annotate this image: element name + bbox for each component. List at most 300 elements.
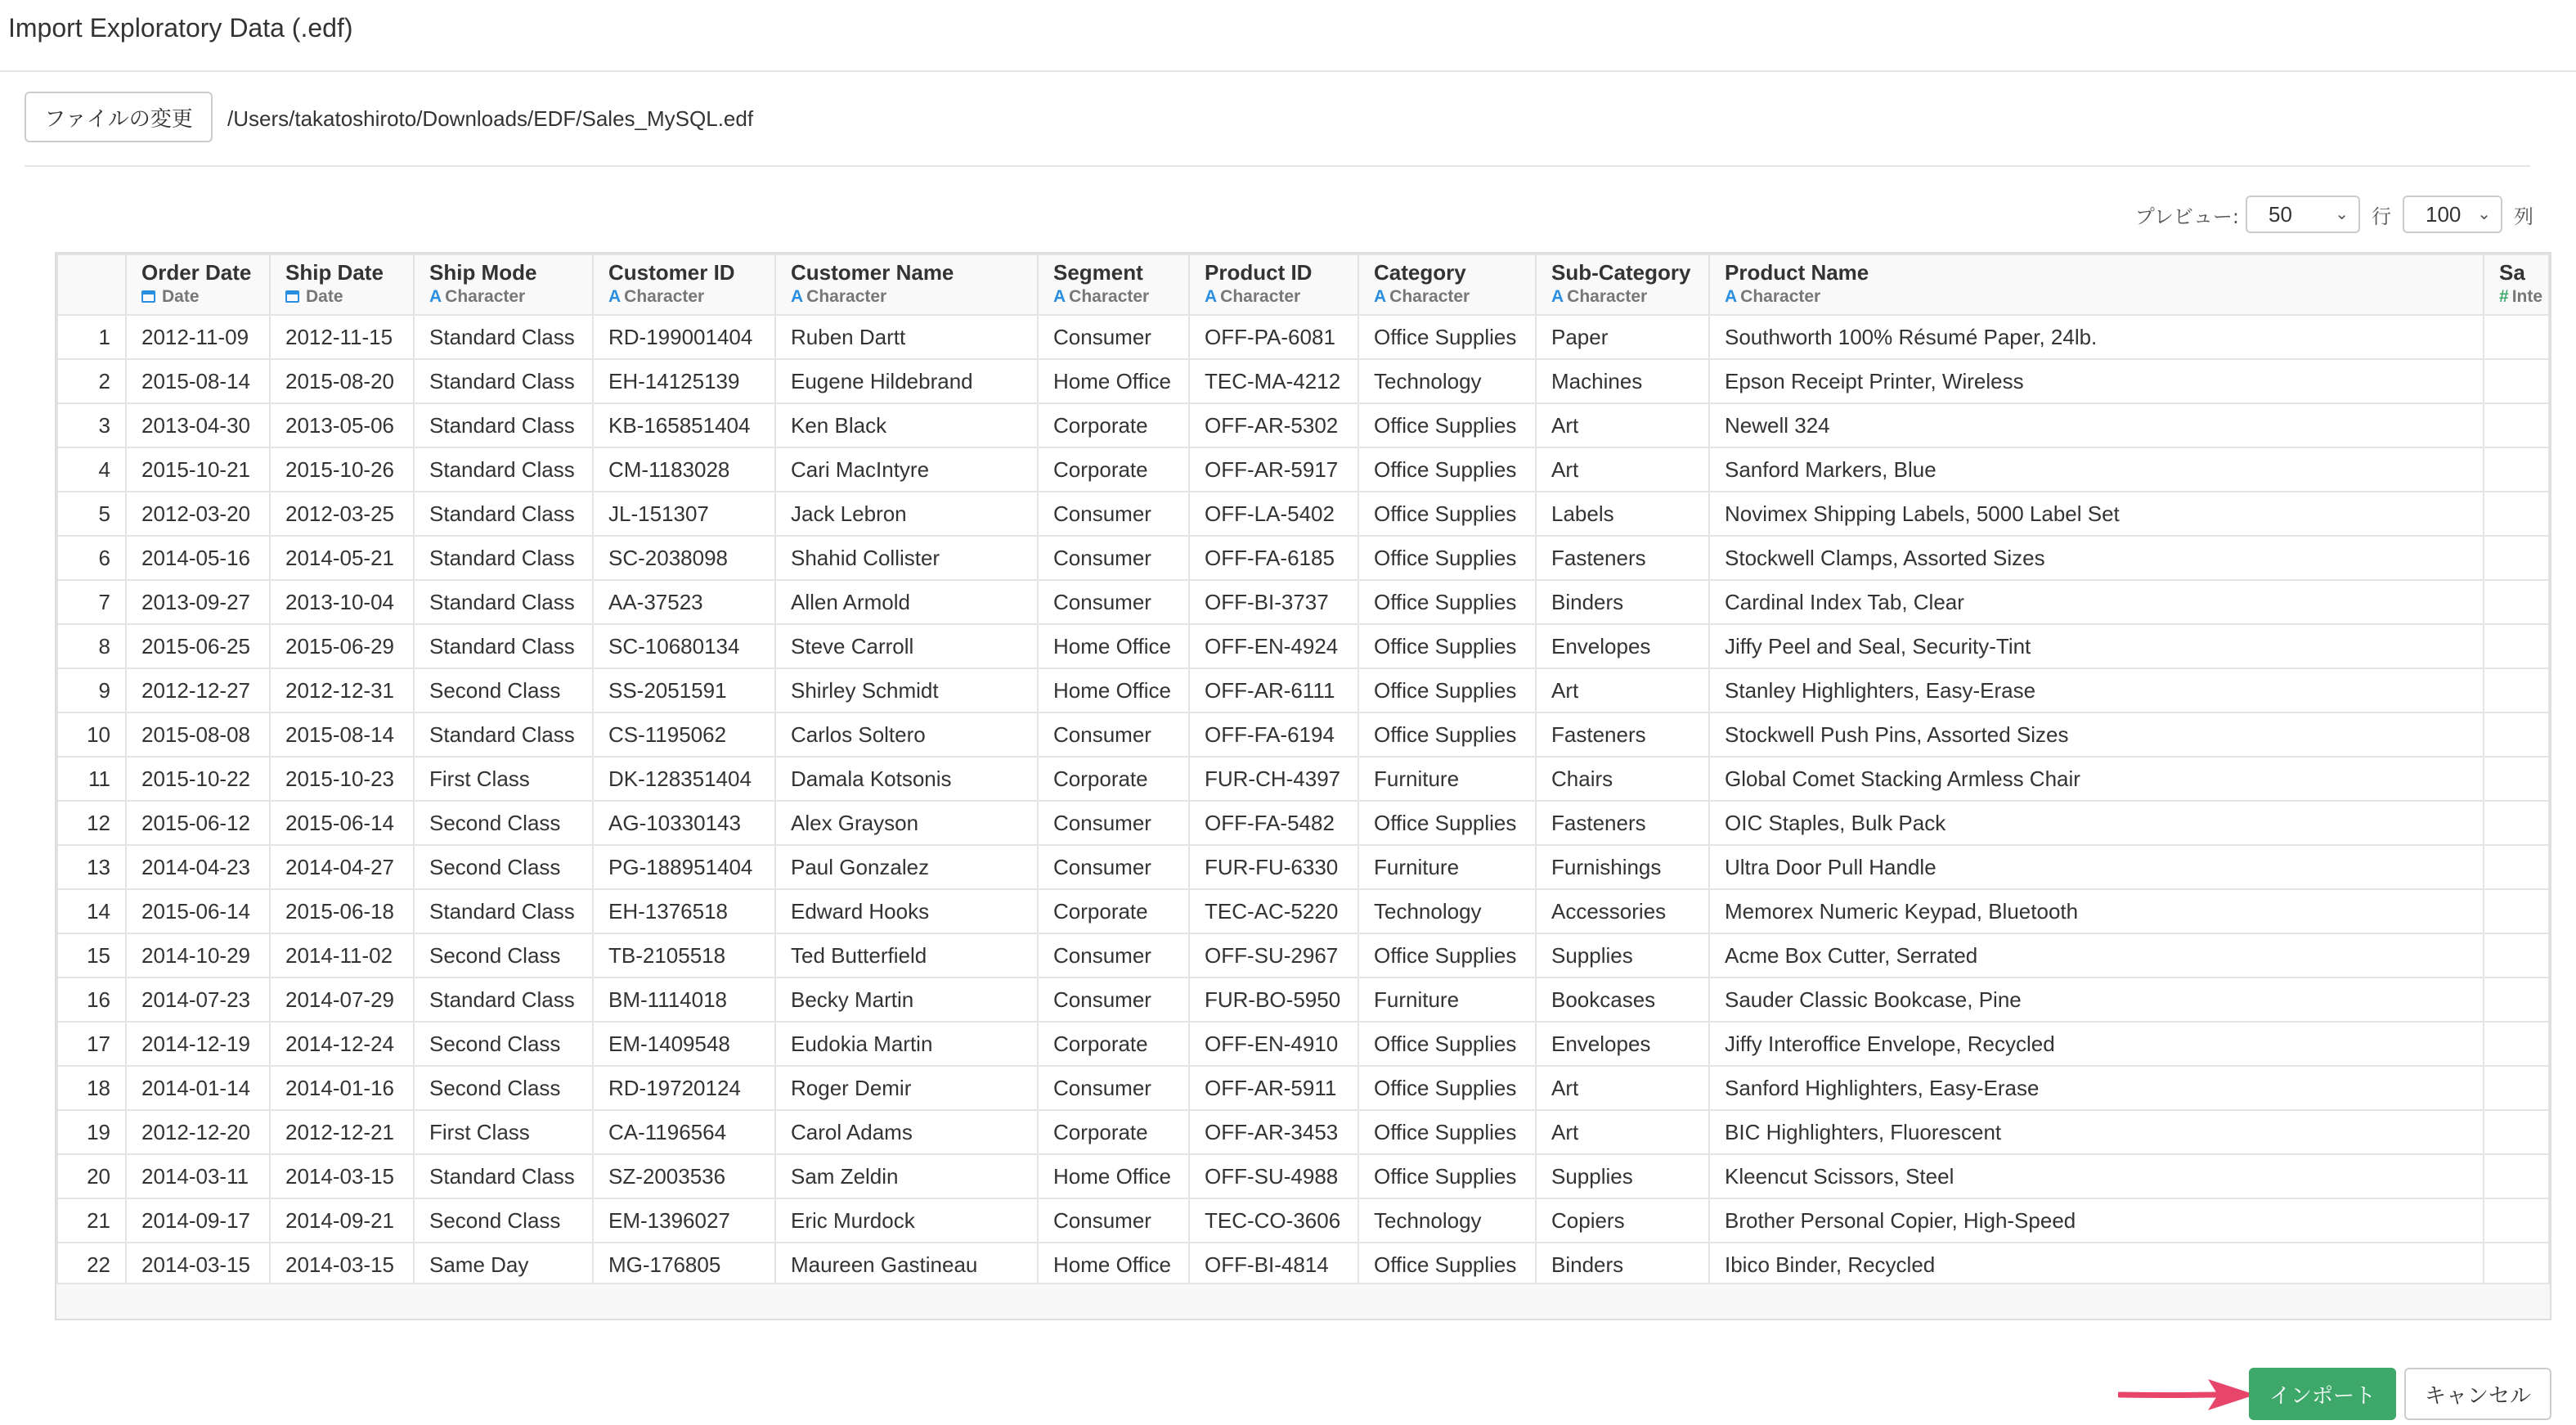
table-cell: OFF-FA-5482 — [1189, 801, 1358, 845]
character-icon: A — [1374, 287, 1387, 306]
table-cell: 2014-05-16 — [126, 536, 270, 580]
table-row — [57, 933, 2549, 978]
column-name: Ship Mode — [429, 260, 537, 285]
table-cell: Second Class — [414, 668, 593, 712]
table-cell: AA-37523 — [593, 580, 775, 624]
table-cell: CA-1196564 — [593, 1110, 775, 1154]
table-cell: Ted Butterfield — [775, 933, 1038, 978]
table-cell: Standard Class — [414, 889, 593, 933]
table-cell: 2015-10-23 — [270, 757, 414, 801]
table-cell: Stockwell Clamps, Assorted Sizes — [1709, 536, 2484, 580]
table-cell: OIC Staples, Bulk Pack — [1709, 801, 2484, 845]
table-row — [57, 889, 2549, 933]
preview-label: プレビュー: — [2134, 205, 2239, 228]
table-cell: Maureen Gastineau — [775, 1243, 1038, 1287]
column-type — [1190, 285, 1358, 307]
column-header[interactable] — [2484, 254, 2549, 315]
horizontal-scrollbar[interactable] — [56, 1283, 2550, 1319]
table-cell: Eugene Hildebrand — [775, 359, 1038, 403]
table-cell: Stockwell Push Pins, Assorted Sizes — [1709, 712, 2484, 757]
preview-controls — [2135, 195, 2533, 234]
table-cell: Home Office — [1038, 1243, 1189, 1287]
table-cell: TEC-AC-5220 — [1189, 889, 1358, 933]
cancel-button[interactable]: キャンセル — [2404, 1368, 2551, 1420]
table-cell: Copiers — [1536, 1198, 1709, 1243]
dialog-title: Import Exploratory Data (.edf) — [8, 13, 353, 43]
table-cell: Office Supplies — [1358, 933, 1536, 978]
table-cell: Allen Armold — [775, 580, 1038, 624]
row-number: 14 — [57, 889, 126, 933]
table-row — [57, 845, 2549, 889]
table-cell: 2015-06-12 — [126, 801, 270, 845]
table-cell: Office Supplies — [1358, 536, 1536, 580]
table-cell: PG-188951404 — [593, 845, 775, 889]
table-cell: OFF-AR-6111 — [1189, 668, 1358, 712]
column-type — [1710, 285, 2483, 307]
table-cell: Technology — [1358, 359, 1536, 403]
table-cell: Consumer — [1038, 536, 1189, 580]
table-cell: OFF-FA-6185 — [1189, 536, 1358, 580]
table-cell: Fasteners — [1536, 536, 1709, 580]
table-cell: Second Class — [414, 1198, 593, 1243]
table-cell: 2014-07-29 — [270, 978, 414, 1022]
table-cell: Standard Class — [414, 712, 593, 757]
table-cell: Ken Black — [775, 403, 1038, 447]
table-row — [57, 712, 2549, 757]
column-header[interactable] — [270, 254, 414, 315]
table-cell: 2012-03-20 — [126, 492, 270, 536]
table-cell: BIC Highlighters, Fluorescent — [1709, 1110, 2484, 1154]
table-cell: Southworth 100% Résumé Paper, 24lb. — [1709, 315, 2484, 359]
column-header[interactable] — [775, 254, 1038, 315]
row-number: 6 — [57, 536, 126, 580]
table-cell: Supplies — [1536, 933, 1709, 978]
table-row — [57, 1110, 2549, 1154]
column-type — [2484, 285, 2548, 307]
column-type-label: Character — [1069, 287, 1150, 306]
row-number: 9 — [57, 668, 126, 712]
table-cell-clipped — [2484, 1243, 2549, 1287]
preview-rows-value: 50 — [2269, 201, 2292, 227]
table-cell: Becky Martin — [775, 978, 1038, 1022]
column-header[interactable] — [593, 254, 775, 315]
table-cell: OFF-AR-5917 — [1189, 447, 1358, 492]
column-type — [1537, 285, 1708, 307]
column-type-label: Character — [445, 287, 526, 306]
table-cell: Acme Box Cutter, Serrated — [1709, 933, 2484, 978]
table-cell: Standard Class — [414, 403, 593, 447]
table-cell-clipped — [2484, 757, 2549, 801]
table-cell: Consumer — [1038, 315, 1189, 359]
table-cell: Sanford Highlighters, Easy-Erase — [1709, 1066, 2484, 1110]
table-cell: Shahid Collister — [775, 536, 1038, 580]
table-cell: Same Day — [414, 1243, 593, 1287]
table-cell: 2014-12-19 — [126, 1022, 270, 1066]
column-name: Order Date — [141, 260, 252, 285]
row-number: 2 — [57, 359, 126, 403]
table-cell: 2014-01-16 — [270, 1066, 414, 1110]
table-cell: Binders — [1536, 580, 1709, 624]
table-cell: OFF-FA-6194 — [1189, 712, 1358, 757]
table-cell: Alex Grayson — [775, 801, 1038, 845]
table-cell: OFF-AR-3453 — [1189, 1110, 1358, 1154]
column-header[interactable] — [1536, 254, 1709, 315]
import-button[interactable]: インポート — [2249, 1368, 2396, 1420]
row-number: 21 — [57, 1198, 126, 1243]
table-row — [57, 1022, 2549, 1066]
table-cell: 2015-10-21 — [126, 447, 270, 492]
table-cell: SC-10680134 — [593, 624, 775, 668]
column-type-label: Character — [1389, 287, 1470, 306]
chevron-down-icon: ⌄ — [2335, 205, 2349, 223]
table-cell: Consumer — [1038, 845, 1189, 889]
table-cell: OFF-EN-4924 — [1189, 624, 1358, 668]
table-cell: Office Supplies — [1358, 1110, 1536, 1154]
row-number: 13 — [57, 845, 126, 889]
table-cell: Home Office — [1038, 668, 1189, 712]
preview-cols-unit: 列 — [2514, 205, 2533, 228]
column-type-label: Character — [806, 287, 887, 306]
table-cell: OFF-AR-5911 — [1189, 1066, 1358, 1110]
column-header[interactable] — [1189, 254, 1358, 315]
column-type-label: Character — [1740, 287, 1821, 306]
table-cell: First Class — [414, 757, 593, 801]
character-icon: A — [1205, 287, 1218, 306]
table-cell: 2014-04-27 — [270, 845, 414, 889]
table-cell: 2014-05-21 — [270, 536, 414, 580]
column-type — [127, 285, 269, 307]
column-type — [776, 285, 1037, 307]
row-number-header — [57, 254, 126, 315]
table-row — [57, 624, 2549, 668]
table-row — [57, 1243, 2549, 1287]
table-cell: Home Office — [1038, 1154, 1189, 1198]
table-cell: 2012-11-15 — [270, 315, 414, 359]
table-cell: Jack Lebron — [775, 492, 1038, 536]
table-cell: 2012-12-27 — [126, 668, 270, 712]
table-cell: Office Supplies — [1358, 403, 1536, 447]
character-icon: A — [1725, 287, 1738, 306]
table-cell: Cardinal Index Tab, Clear — [1709, 580, 2484, 624]
column-header[interactable] — [126, 254, 270, 315]
preview-cols-value: 100 — [2426, 201, 2462, 227]
table-row — [57, 359, 2549, 403]
row-number: 19 — [57, 1110, 126, 1154]
table-cell: Art — [1536, 1066, 1709, 1110]
data-preview-grid[interactable] — [55, 252, 2551, 1320]
table-cell: Machines — [1536, 359, 1709, 403]
table-cell-clipped — [2484, 978, 2549, 1022]
table-cell: Paul Gonzalez — [775, 845, 1038, 889]
table-cell: OFF-SU-2967 — [1189, 933, 1358, 978]
table-cell: Eric Murdock — [775, 1198, 1038, 1243]
number-icon: # — [2499, 287, 2509, 306]
table-cell: Eudokia Martin — [775, 1022, 1038, 1066]
table-cell: Office Supplies — [1358, 624, 1536, 668]
table-cell: Office Supplies — [1358, 668, 1536, 712]
table-cell: CM-1183028 — [593, 447, 775, 492]
table-cell: Standard Class — [414, 315, 593, 359]
table-cell: 2015-06-14 — [270, 801, 414, 845]
change-file-button[interactable]: ファイルの変更 — [25, 92, 213, 142]
column-type-label: Character — [1567, 287, 1648, 306]
row-number: 22 — [57, 1243, 126, 1287]
table-cell: Furniture — [1358, 757, 1536, 801]
table-cell: EM-1396027 — [593, 1198, 775, 1243]
table-cell: Standard Class — [414, 580, 593, 624]
table-cell: Office Supplies — [1358, 315, 1536, 359]
table-cell: TEC-MA-4212 — [1189, 359, 1358, 403]
table-cell: Sauder Classic Bookcase, Pine — [1709, 978, 2484, 1022]
table-cell: RD-19720124 — [593, 1066, 775, 1110]
column-name: Product Name — [1725, 260, 1869, 285]
table-cell: Steve Carroll — [775, 624, 1038, 668]
column-name: Sub-Category — [1551, 260, 1691, 285]
table-cell: 2013-10-04 — [270, 580, 414, 624]
divider — [25, 165, 2530, 167]
row-number: 11 — [57, 757, 126, 801]
table-cell: Art — [1536, 403, 1709, 447]
table-cell: CS-1195062 — [593, 712, 775, 757]
table-cell: Jiffy Peel and Seal, Security-Tint — [1709, 624, 2484, 668]
table-cell: 2015-10-26 — [270, 447, 414, 492]
column-type — [415, 285, 592, 307]
row-number: 15 — [57, 933, 126, 978]
table-cell: Second Class — [414, 1066, 593, 1110]
column-type-label: Character — [624, 287, 705, 306]
table-row — [57, 1198, 2549, 1243]
table-cell: Office Supplies — [1358, 1243, 1536, 1287]
table-cell-clipped — [2484, 536, 2549, 580]
table-cell: OFF-EN-4910 — [1189, 1022, 1358, 1066]
table-cell: 2012-11-09 — [126, 315, 270, 359]
table-cell: Edward Hooks — [775, 889, 1038, 933]
table-cell: 2014-04-23 — [126, 845, 270, 889]
table-cell: Office Supplies — [1358, 712, 1536, 757]
table-cell: 2015-06-14 — [126, 889, 270, 933]
table-cell: 2015-10-22 — [126, 757, 270, 801]
table-cell: 2015-08-14 — [270, 712, 414, 757]
table-cell: Consumer — [1038, 933, 1189, 978]
table-cell: OFF-BI-3737 — [1189, 580, 1358, 624]
table-cell: 2012-12-20 — [126, 1110, 270, 1154]
table-cell: Consumer — [1038, 712, 1189, 757]
table-cell: 2014-12-24 — [270, 1022, 414, 1066]
table-cell: Sam Zeldin — [775, 1154, 1038, 1198]
table-cell-clipped — [2484, 845, 2549, 889]
table-cell: Brother Personal Copier, High-Speed — [1709, 1198, 2484, 1243]
table-cell: Kleencut Scissors, Steel — [1709, 1154, 2484, 1198]
table-cell: Cari MacIntyre — [775, 447, 1038, 492]
table-cell: Envelopes — [1536, 624, 1709, 668]
table-cell: Fasteners — [1536, 712, 1709, 757]
table-row — [57, 668, 2549, 712]
column-name: Customer Name — [791, 260, 954, 285]
table-cell: Technology — [1358, 1198, 1536, 1243]
table-cell: FUR-BO-5950 — [1189, 978, 1358, 1022]
table-cell: Standard Class — [414, 978, 593, 1022]
table-cell: 2014-01-14 — [126, 1066, 270, 1110]
table-cell-clipped — [2484, 359, 2549, 403]
table-cell: Damala Kotsonis — [775, 757, 1038, 801]
row-number: 10 — [57, 712, 126, 757]
table-row — [57, 403, 2549, 447]
table-cell-clipped — [2484, 580, 2549, 624]
table-cell-clipped — [2484, 1022, 2549, 1066]
column-header[interactable] — [414, 254, 593, 315]
table-cell: JL-151307 — [593, 492, 775, 536]
character-icon: A — [608, 287, 622, 306]
table-cell: TEC-CO-3606 — [1189, 1198, 1358, 1243]
table-cell: 2012-12-21 — [270, 1110, 414, 1154]
table-cell-clipped — [2484, 668, 2549, 712]
table-cell: Art — [1536, 447, 1709, 492]
table-cell: Second Class — [414, 933, 593, 978]
table-cell: MG-176805 — [593, 1243, 775, 1287]
column-name: Product ID — [1205, 260, 1313, 285]
table-cell: Consumer — [1038, 1066, 1189, 1110]
table-cell: 2013-04-30 — [126, 403, 270, 447]
table-cell: Standard Class — [414, 1154, 593, 1198]
table-cell: Jiffy Interoffice Envelope, Recycled — [1709, 1022, 2484, 1066]
table-cell: 2014-09-17 — [126, 1198, 270, 1243]
table-cell: SC-2038098 — [593, 536, 775, 580]
table-cell: Corporate — [1038, 1022, 1189, 1066]
table-cell: 2015-08-14 — [126, 359, 270, 403]
table-cell: KB-165851404 — [593, 403, 775, 447]
table-cell: 2013-09-27 — [126, 580, 270, 624]
table-cell: Second Class — [414, 1022, 593, 1066]
row-number: 7 — [57, 580, 126, 624]
table-cell-clipped — [2484, 624, 2549, 668]
chevron-down-icon: ⌄ — [2477, 205, 2491, 223]
table-cell: 2014-09-21 — [270, 1198, 414, 1243]
table-cell: Standard Class — [414, 536, 593, 580]
table-cell: Corporate — [1038, 889, 1189, 933]
calendar-icon — [285, 290, 299, 303]
column-name: Segment — [1053, 260, 1143, 285]
table-cell: Office Supplies — [1358, 801, 1536, 845]
character-icon: A — [1053, 287, 1066, 306]
column-type — [271, 285, 413, 307]
table-cell: Chairs — [1536, 757, 1709, 801]
table-cell: Second Class — [414, 801, 593, 845]
pointer-arrow-icon — [2118, 1374, 2257, 1415]
column-header[interactable] — [1709, 254, 2484, 315]
column-name: Sa — [2499, 260, 2525, 285]
table-cell: Carol Adams — [775, 1110, 1038, 1154]
table-cell: Sanford Markers, Blue — [1709, 447, 2484, 492]
table-cell-clipped — [2484, 447, 2549, 492]
row-number: 12 — [57, 801, 126, 845]
row-number: 1 — [57, 315, 126, 359]
table-cell: Art — [1536, 668, 1709, 712]
table-cell: Shirley Schmidt — [775, 668, 1038, 712]
table-row — [57, 1154, 2549, 1198]
table-cell: AG-10330143 — [593, 801, 775, 845]
row-number: 16 — [57, 978, 126, 1022]
table-cell: OFF-PA-6081 — [1189, 315, 1358, 359]
table-cell: Standard Class — [414, 492, 593, 536]
table-cell: OFF-AR-5302 — [1189, 403, 1358, 447]
table-cell: Bookcases — [1536, 978, 1709, 1022]
table-cell: Technology — [1358, 889, 1536, 933]
table-row — [57, 315, 2549, 359]
table-cell: Consumer — [1038, 978, 1189, 1022]
title-bar — [0, 0, 2576, 72]
table-cell: Office Supplies — [1358, 492, 1536, 536]
table-cell: Office Supplies — [1358, 1066, 1536, 1110]
table-cell: Labels — [1536, 492, 1709, 536]
column-name: Category — [1374, 260, 1466, 285]
column-name: Customer ID — [608, 260, 735, 285]
row-number: 20 — [57, 1154, 126, 1198]
table-cell-clipped — [2484, 1198, 2549, 1243]
table-cell: FUR-FU-6330 — [1189, 845, 1358, 889]
table-cell: SZ-2003536 — [593, 1154, 775, 1198]
table-cell: Consumer — [1038, 580, 1189, 624]
table-cell: 2013-05-06 — [270, 403, 414, 447]
table-cell: Roger Demir — [775, 1066, 1038, 1110]
table-cell: Office Supplies — [1358, 580, 1536, 624]
column-header[interactable] — [1358, 254, 1536, 315]
table-cell: Consumer — [1038, 1198, 1189, 1243]
table-cell: 2014-10-29 — [126, 933, 270, 978]
column-type-label: Date — [162, 287, 200, 306]
table-cell: Novimex Shipping Labels, 5000 Label Set — [1709, 492, 2484, 536]
table-cell-clipped — [2484, 1066, 2549, 1110]
column-type — [594, 285, 774, 307]
table-cell: 2015-06-25 — [126, 624, 270, 668]
table-cell: Office Supplies — [1358, 447, 1536, 492]
column-header[interactable] — [1038, 254, 1189, 315]
row-number: 17 — [57, 1022, 126, 1066]
table-cell: Consumer — [1038, 801, 1189, 845]
table-cell: RD-199001404 — [593, 315, 775, 359]
table-cell-clipped — [2484, 315, 2549, 359]
table-row — [57, 580, 2549, 624]
table-cell: 2015-08-08 — [126, 712, 270, 757]
column-type — [1359, 285, 1535, 307]
table-cell: 2012-03-25 — [270, 492, 414, 536]
table-row — [57, 757, 2549, 801]
row-number: 5 — [57, 492, 126, 536]
table-cell: Global Comet Stacking Armless Chair — [1709, 757, 2484, 801]
table-cell: First Class — [414, 1110, 593, 1154]
calendar-icon — [141, 290, 155, 303]
table-cell: Furniture — [1358, 845, 1536, 889]
table-cell: BM-1114018 — [593, 978, 775, 1022]
row-number: 4 — [57, 447, 126, 492]
table-cell: Supplies — [1536, 1154, 1709, 1198]
preview-rows-select[interactable] — [2246, 196, 2360, 233]
row-number: 3 — [57, 403, 126, 447]
preview-table — [56, 254, 2550, 1288]
table-cell: Carlos Soltero — [775, 712, 1038, 757]
table-cell: Stanley Highlighters, Easy-Erase — [1709, 668, 2484, 712]
table-cell: 2014-03-15 — [270, 1154, 414, 1198]
table-cell: Newell 324 — [1709, 403, 2484, 447]
preview-cols-select[interactable] — [2403, 196, 2502, 233]
table-cell: TB-2105518 — [593, 933, 775, 978]
table-cell: Furnishings — [1536, 845, 1709, 889]
table-cell: Paper — [1536, 315, 1709, 359]
table-cell: OFF-LA-5402 — [1189, 492, 1358, 536]
table-cell: Standard Class — [414, 359, 593, 403]
table-cell: Ultra Door Pull Handle — [1709, 845, 2484, 889]
table-cell: EH-1376518 — [593, 889, 775, 933]
table-cell: 2015-08-20 — [270, 359, 414, 403]
